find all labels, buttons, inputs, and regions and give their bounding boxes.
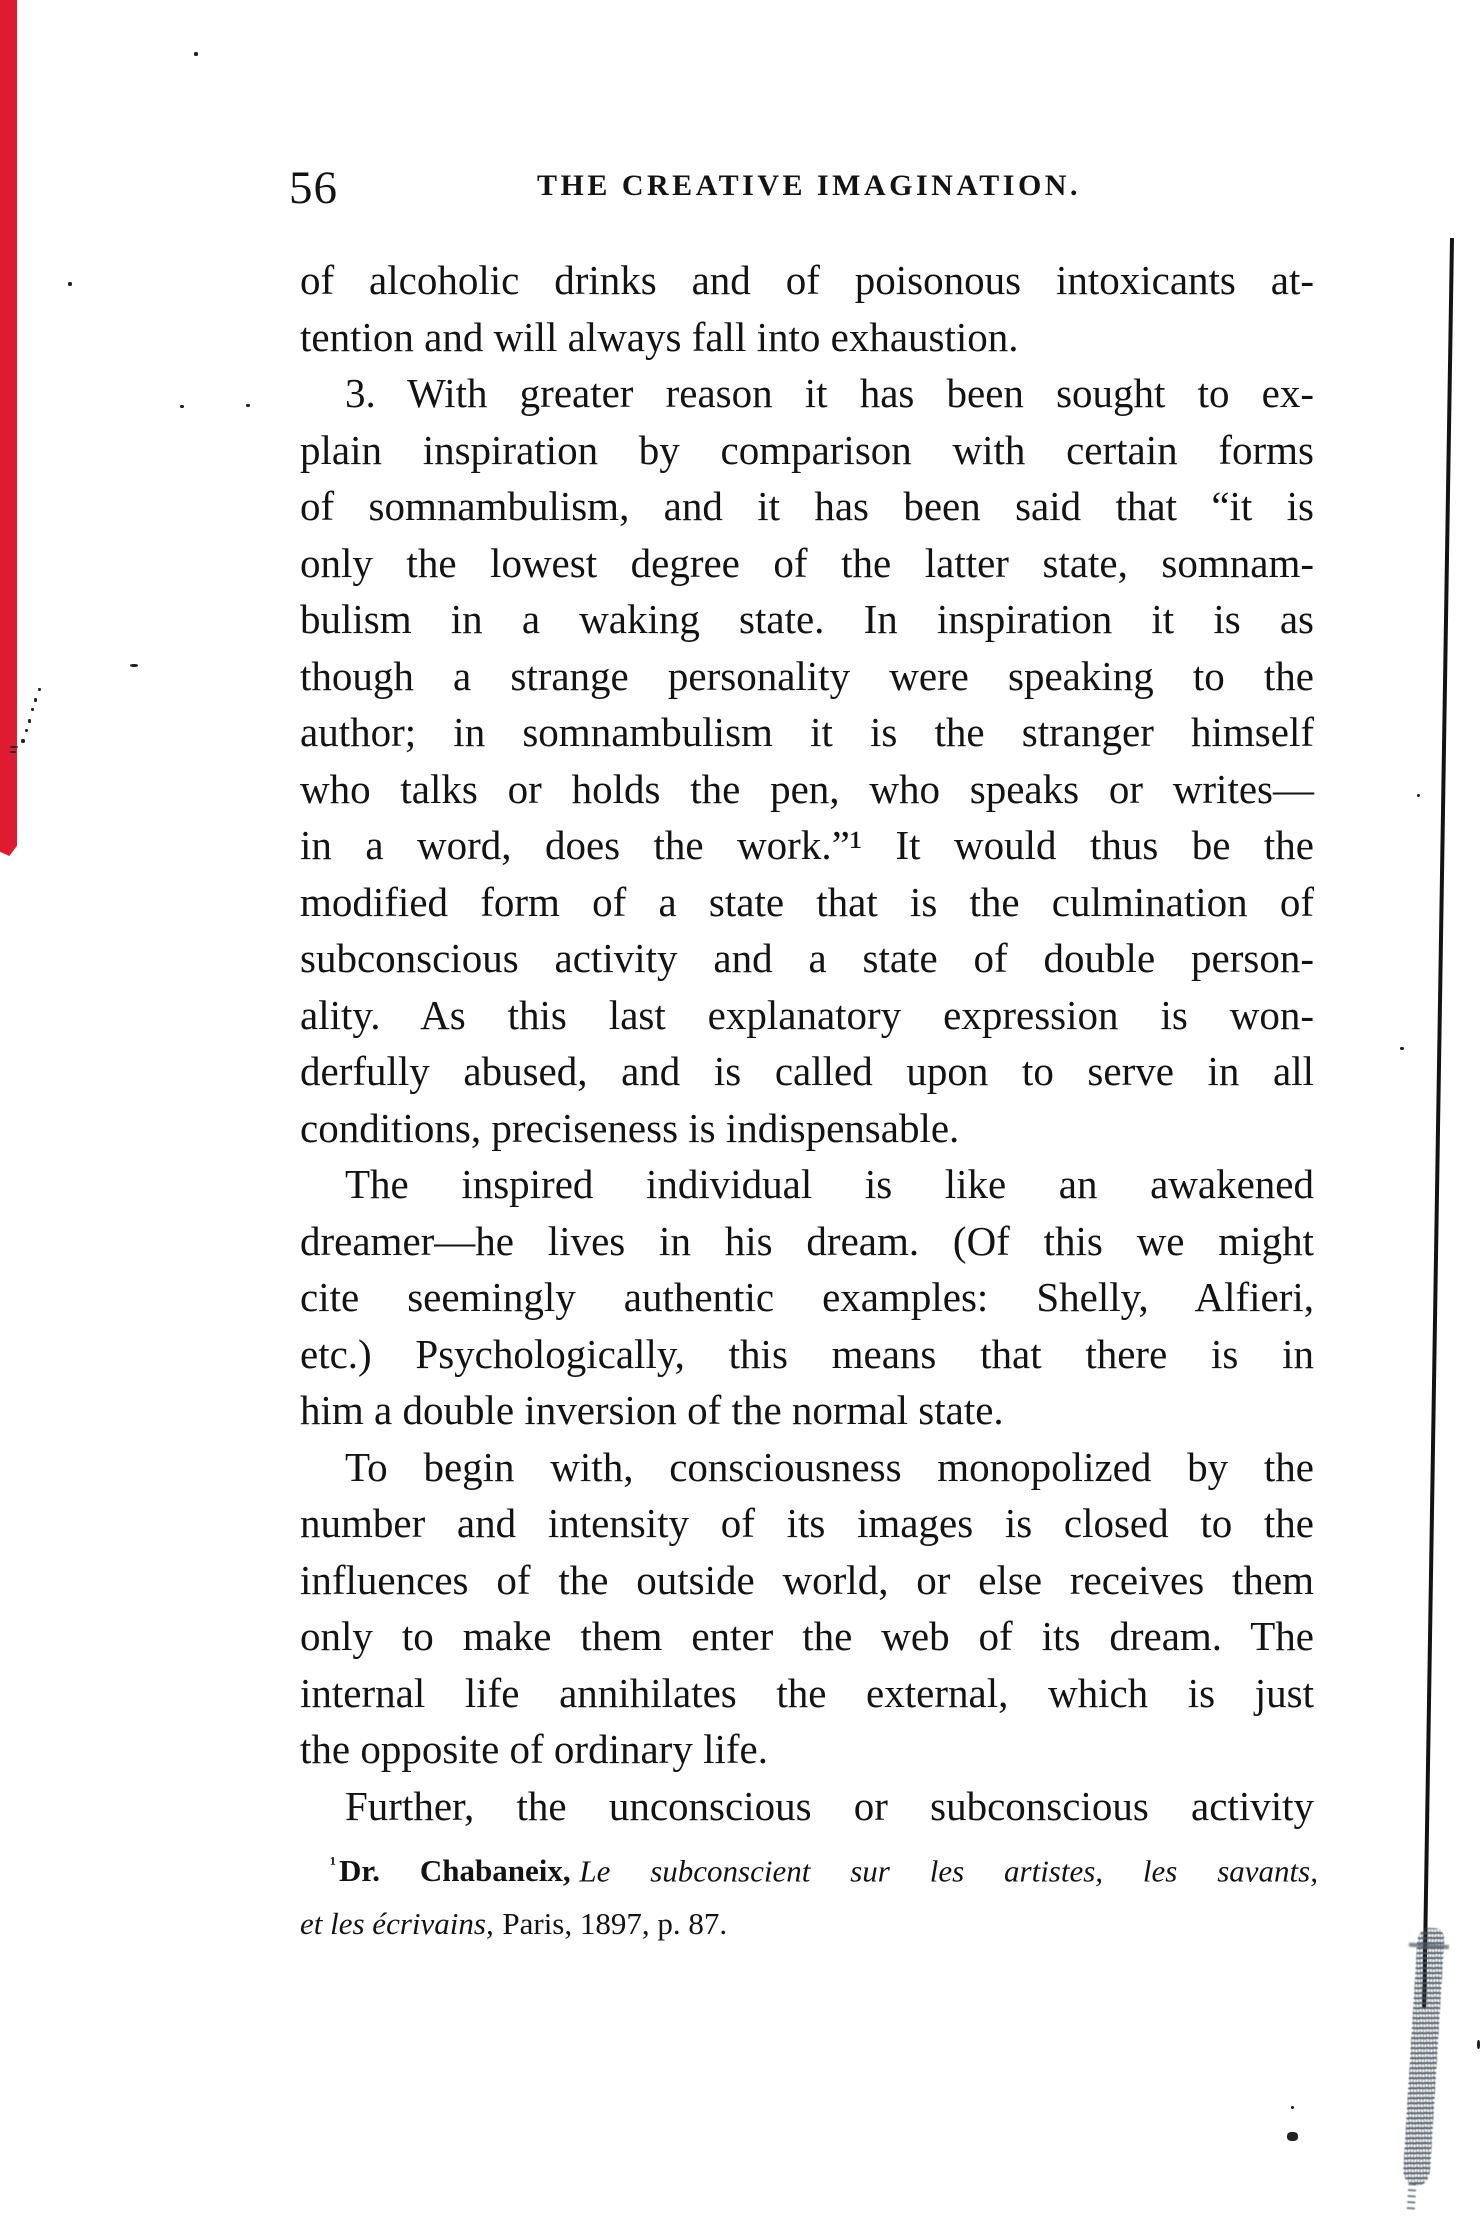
footnote-publication: Paris, 1897, p. 87. [502, 1906, 728, 1942]
text-line: though a strange personality were speaking to the [300, 652, 1314, 699]
scan-vertical-line-artifact [1422, 238, 1453, 2008]
text-line: him a double inversion of the normal state. [300, 1387, 1004, 1433]
text-line: only the lowest degree of the latter state, somnam- [300, 539, 1314, 586]
page-number: 56 [289, 162, 338, 214]
text-line: internal life annihilates the external, which is just [300, 1669, 1314, 1716]
text-line: author; in somnambulism it is the stranger himself [300, 709, 1314, 755]
scan-speck [38, 688, 41, 691]
text-line: number and intensity of its images is closed to the [300, 1500, 1314, 1546]
text-line: only to make them enter the web of its dream. The [300, 1613, 1314, 1659]
scan-speck [10, 751, 16, 753]
scan-speck [10, 746, 18, 748]
body-text [300, 252, 1314, 1834]
scan-speck [21, 739, 25, 743]
scan-speck [68, 282, 72, 286]
text-line: Further, the unconscious or subconscious activity [345, 1782, 1314, 1829]
footnote-line-1 [300, 1838, 1318, 1897]
text-line: conditions, preciseness is indispensable. [300, 1104, 960, 1151]
scan-speck [34, 698, 37, 702]
footnote-title-part2: et les écrivains, [300, 1906, 494, 1942]
text-line: To begin with, consciousness monopolized by the [345, 1443, 1314, 1490]
scan-speck [1417, 794, 1420, 797]
text-line: who talks or holds the pen, who speaks or writes— [300, 765, 1314, 812]
text-line: in a word, does the work.”¹ It would thus be the [300, 822, 1314, 868]
scan-speck [28, 719, 31, 723]
text-line: tention and will always fall into exhaustion. [300, 313, 1019, 360]
text-line: bulism in a waking state. In inspiration it is as [300, 596, 1314, 642]
scan-speck [1287, 2132, 1298, 2141]
scan-speck [246, 404, 250, 407]
text-line: etc.) Psychologically, this means that there is in [300, 1330, 1314, 1377]
scan-speck [194, 52, 198, 56]
text-line: The inspired individual is like an awakened [345, 1161, 1314, 1207]
text-line: subconscious activity and a state of double person- [300, 935, 1314, 981]
scan-speck [1291, 2106, 1294, 2109]
footnote [300, 1838, 1318, 1950]
text-line: modified form of a state that is the culmination of [300, 878, 1314, 925]
footnote-line-2 [300, 1897, 1318, 1950]
scan-speck [130, 664, 138, 667]
scan-speck [25, 729, 28, 732]
scan-speck [180, 405, 184, 408]
text-line: ality. As this last explanatory expression is won- [300, 991, 1314, 1038]
ink-smudge-artifact [1402, 1927, 1445, 2186]
text-line: 3. With greater reason it has been sought to ex- [345, 370, 1314, 416]
footnote-marker: ¹ [330, 1853, 336, 1875]
scan-speck [1477, 2040, 1480, 2049]
footnote-title-part1: Le subconscient sur les artistes, les savants, [579, 1853, 1318, 1889]
text-line: derfully abused, and is called upon to serve in all [300, 1048, 1314, 1094]
text-line: the opposite of ordinary life. [300, 1726, 768, 1772]
text-line: of alcoholic drinks and of poisonous intoxicants at- [300, 257, 1314, 303]
text-line: influences of the outside world, or else receives them [300, 1556, 1314, 1603]
text-line: cite seemingly authentic examples: Shelly, Alfieri, [300, 1274, 1314, 1320]
footnote-author: Dr. Chabaneix, [339, 1853, 571, 1889]
scan-speck [31, 708, 34, 711]
text-line: dreamer—he lives in his dream. (Of this we might [300, 1217, 1314, 1264]
text-line: plain inspiration by comparison with certain forms [300, 426, 1314, 473]
running-header: THE CREATIVE IMAGINATION. [537, 169, 1081, 202]
scan-speck [1400, 1047, 1404, 1050]
text-line: of somnambulism, and it has been said that “it is [300, 483, 1314, 529]
scan-edge-red-strip [0, 0, 17, 856]
